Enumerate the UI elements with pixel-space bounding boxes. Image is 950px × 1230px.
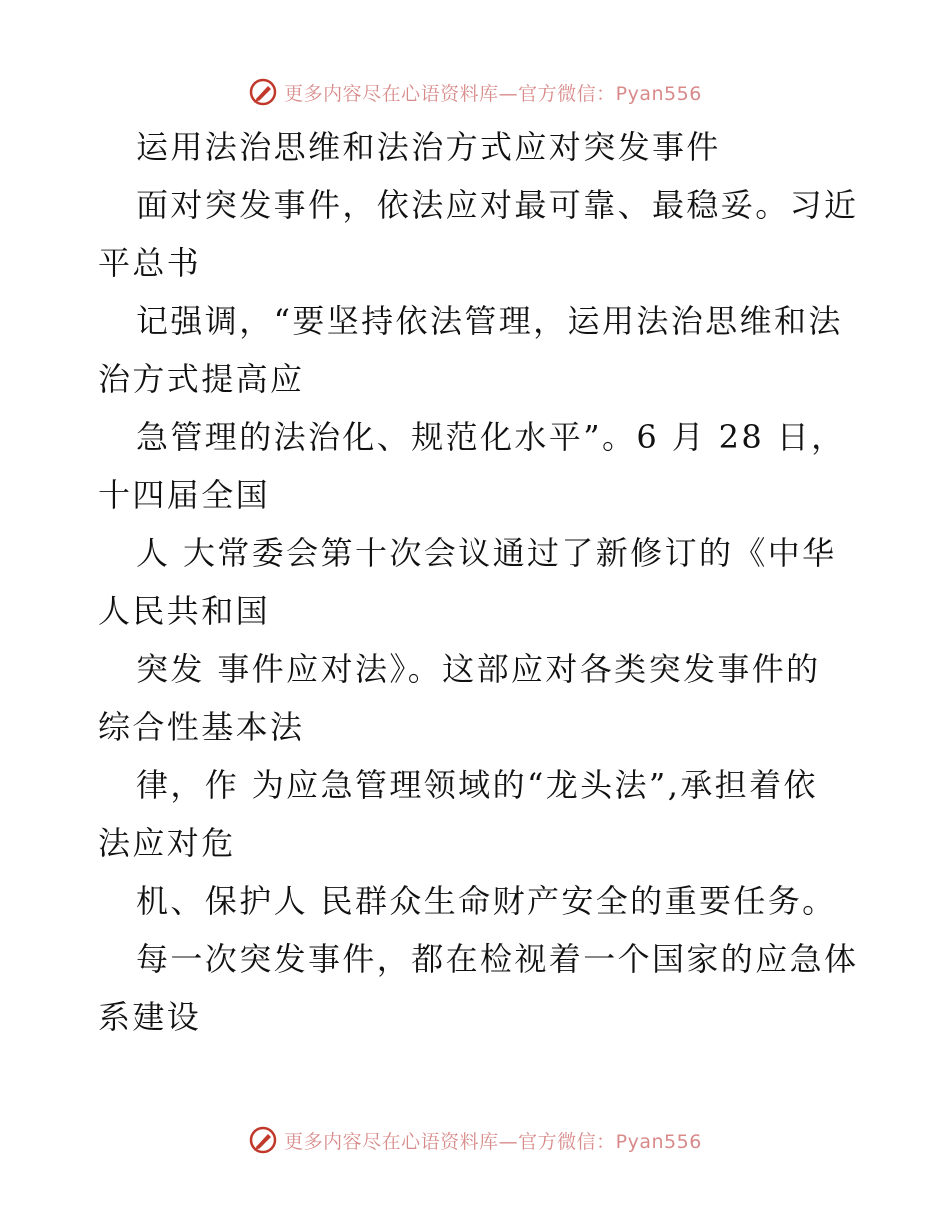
fountain-pen-logo-icon xyxy=(248,1125,278,1155)
footer-watermark xyxy=(0,1120,950,1160)
text-line: 十四届全国 xyxy=(98,476,271,514)
watermark-text: 更多内容尽在心语资料库—官方微信：Pyan556 xyxy=(284,82,702,105)
document-body xyxy=(98,118,858,1046)
text-line: 每一次突发事件，都在检视着一个国家的应急体 xyxy=(136,940,859,978)
text-line: 记强调，“要坚持依法管理，运用法治思维和法 xyxy=(136,302,843,340)
text-line: 综合性基本法 xyxy=(98,708,305,746)
text-line: 急管理的法治化、规范化水平”。6 月 28 日， xyxy=(136,418,846,456)
text-line: 人 大常委会第十次会议通过了新修订的《中华 xyxy=(136,534,837,572)
text-line: 人民共和国 xyxy=(98,592,271,630)
text-line: 系建设 xyxy=(98,998,202,1036)
text-line: 律，作 为应急管理领域的“龙头法”,承担着依 xyxy=(136,766,818,804)
text-line: 面对突发事件，依法应对最可靠、最稳妥。习近 xyxy=(136,186,859,224)
text-line: 突发 事件应对法》。这部应对各类突发事件的 xyxy=(136,650,821,688)
fountain-pen-logo-icon xyxy=(248,77,278,107)
text-line: 机、保护人 民群众生命财产安全的重要任务。 xyxy=(136,882,837,920)
text-line: 运用法治思维和法治方式应对突发事件 xyxy=(136,128,721,166)
text-line: 平总书 xyxy=(98,244,202,282)
watermark-text: 更多内容尽在心语资料库—官方微信：Pyan556 xyxy=(284,1130,702,1153)
header-watermark xyxy=(0,72,950,112)
text-line: 治方式提高应 xyxy=(98,360,305,398)
text-line: 法应对危 xyxy=(98,824,236,862)
